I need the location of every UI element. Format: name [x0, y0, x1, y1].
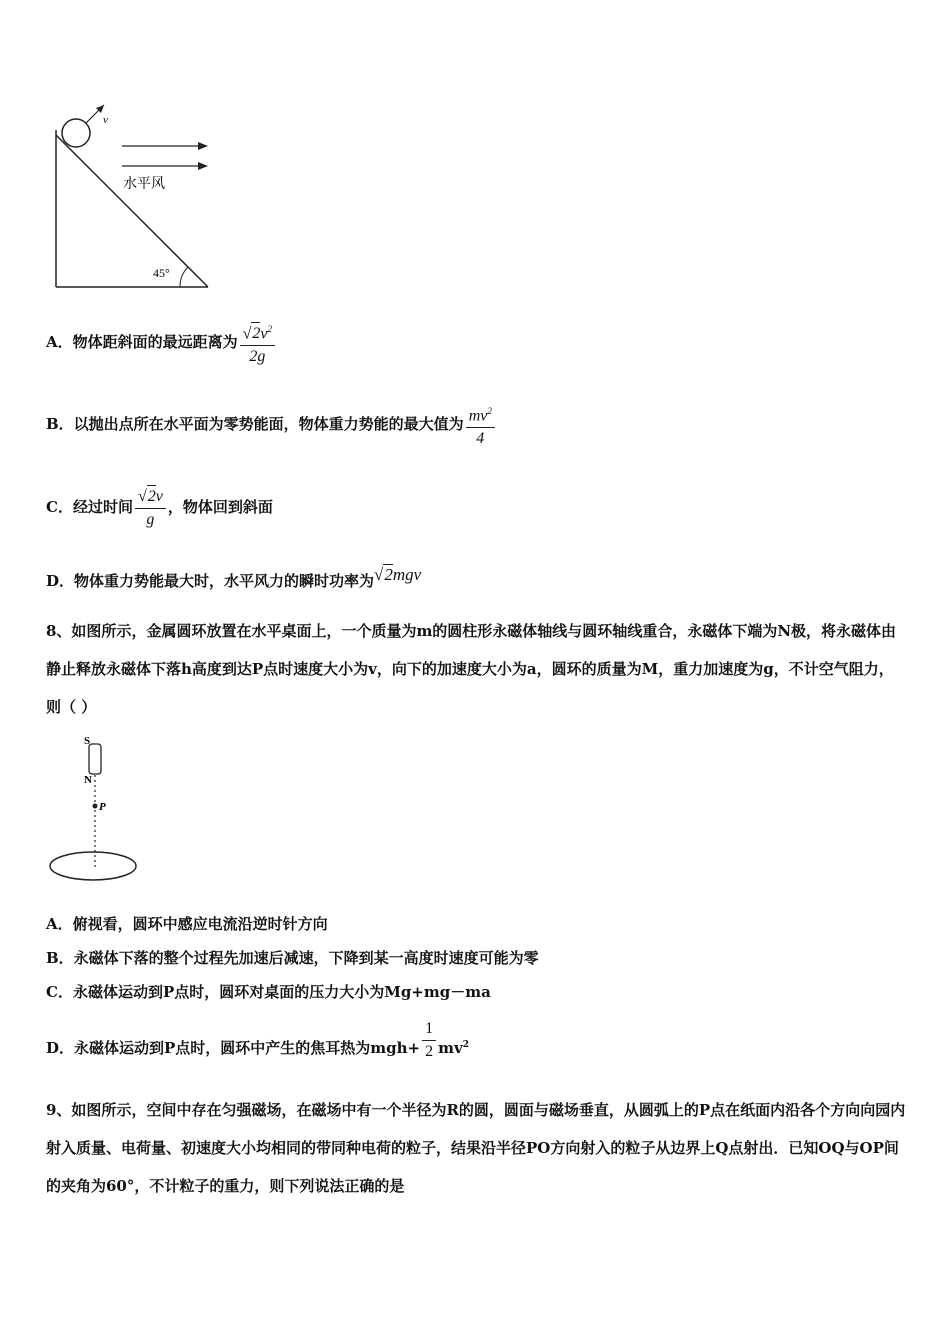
- magnet-ring-figure: [44, 730, 154, 890]
- point-p: [93, 804, 98, 809]
- angle-label: 45°: [153, 266, 170, 280]
- ball: [62, 119, 90, 147]
- magnet-n-label: N: [84, 774, 92, 786]
- q8-option-d-text: D．永磁体运动到P点时，圆环中产生的焦耳热为mgh+: [46, 1038, 421, 1057]
- q7-option-a: [46, 318, 277, 368]
- angle-arc: [180, 267, 188, 287]
- q7-option-b-fraction: $\frac{mv^2}{4}$: [466, 400, 495, 450]
- q7-option-d-text: D．物体重力势能最大时，水平风力的瞬时功率为: [46, 572, 375, 590]
- q8-option-a: A．俯视看，圆环中感应电流沿逆时针方向: [46, 915, 328, 933]
- magnet: [89, 744, 101, 774]
- q7-option-c-suffix: ，物体回到斜面: [167, 498, 273, 516]
- velocity-label: v: [103, 114, 108, 126]
- q7-option-b: [46, 400, 497, 450]
- q7-option-a-fraction: $\frac{√2v^2}{2g}$: [240, 318, 275, 368]
- wind-arrowhead-bottom: [198, 162, 208, 170]
- q8-option-c: C．永磁体运动到P点时，圆环对桌面的压力大小为Mg+mg－ma: [46, 983, 491, 1001]
- q8-option-b: B．永磁体下落的整个过程先加速后减速，下降到某一高度时速度可能为零: [46, 949, 539, 967]
- incline-slope: [56, 135, 208, 287]
- wind-arrowhead-top: [198, 142, 208, 150]
- q7-option-c-text: C．经过时间: [46, 498, 133, 516]
- magnet-s-label: S: [84, 735, 91, 747]
- q7-option-b-text: B．以抛出点所在水平面为零势能面，物体重力势能的最大值为: [46, 415, 464, 434]
- q7-option-d: [46, 565, 422, 591]
- q8-option-d-suffix: $mv^2$: [438, 1038, 469, 1057]
- q8-option-d: [46, 1018, 469, 1063]
- incline-figure: [40, 95, 220, 295]
- q7-option-a-text: A．物体距斜面的最远距离为: [46, 333, 238, 352]
- q7-option-d-math: √2mgv: [374, 565, 422, 584]
- metal-ring: [50, 852, 136, 880]
- q8-option-d-fraction: $\frac{1}{2}$: [422, 1018, 436, 1063]
- q9-stem: 9、如图所示，空间中存在匀强磁场，在磁场中有一个半径为R的圆，圆面与磁场垂直，从圆弧上的P点在纸面内沿各个方向向园内射入质量、电荷量、初速度大小均相同的带同种电荷的粒子，结果沿半径PO方向射入的粒子从边界上Q点射出．已知OQ与OP间的夹角为60°，不计粒子的重力，则下列说法正确的是: [46, 1101, 906, 1195]
- q8-stem: 8、如图所示，金属圆环放置在水平桌面上，一个质量为m的圆柱形永磁体轴线与圆环轴线重合，永磁体下端为N极，将永磁体由静止释放永磁体下落h高度到达P点时速度大小为v，向下的加速度大小为a，圆环的质量为M，重力加速度为g，不计空气阻力，则（ ）: [46, 622, 897, 716]
- q7-option-c-fraction: $\frac{√2v}{g}$: [135, 485, 166, 531]
- q7-option-c: [46, 485, 273, 531]
- wind-label: 水平风: [123, 176, 165, 192]
- point-p-label: P: [99, 801, 106, 813]
